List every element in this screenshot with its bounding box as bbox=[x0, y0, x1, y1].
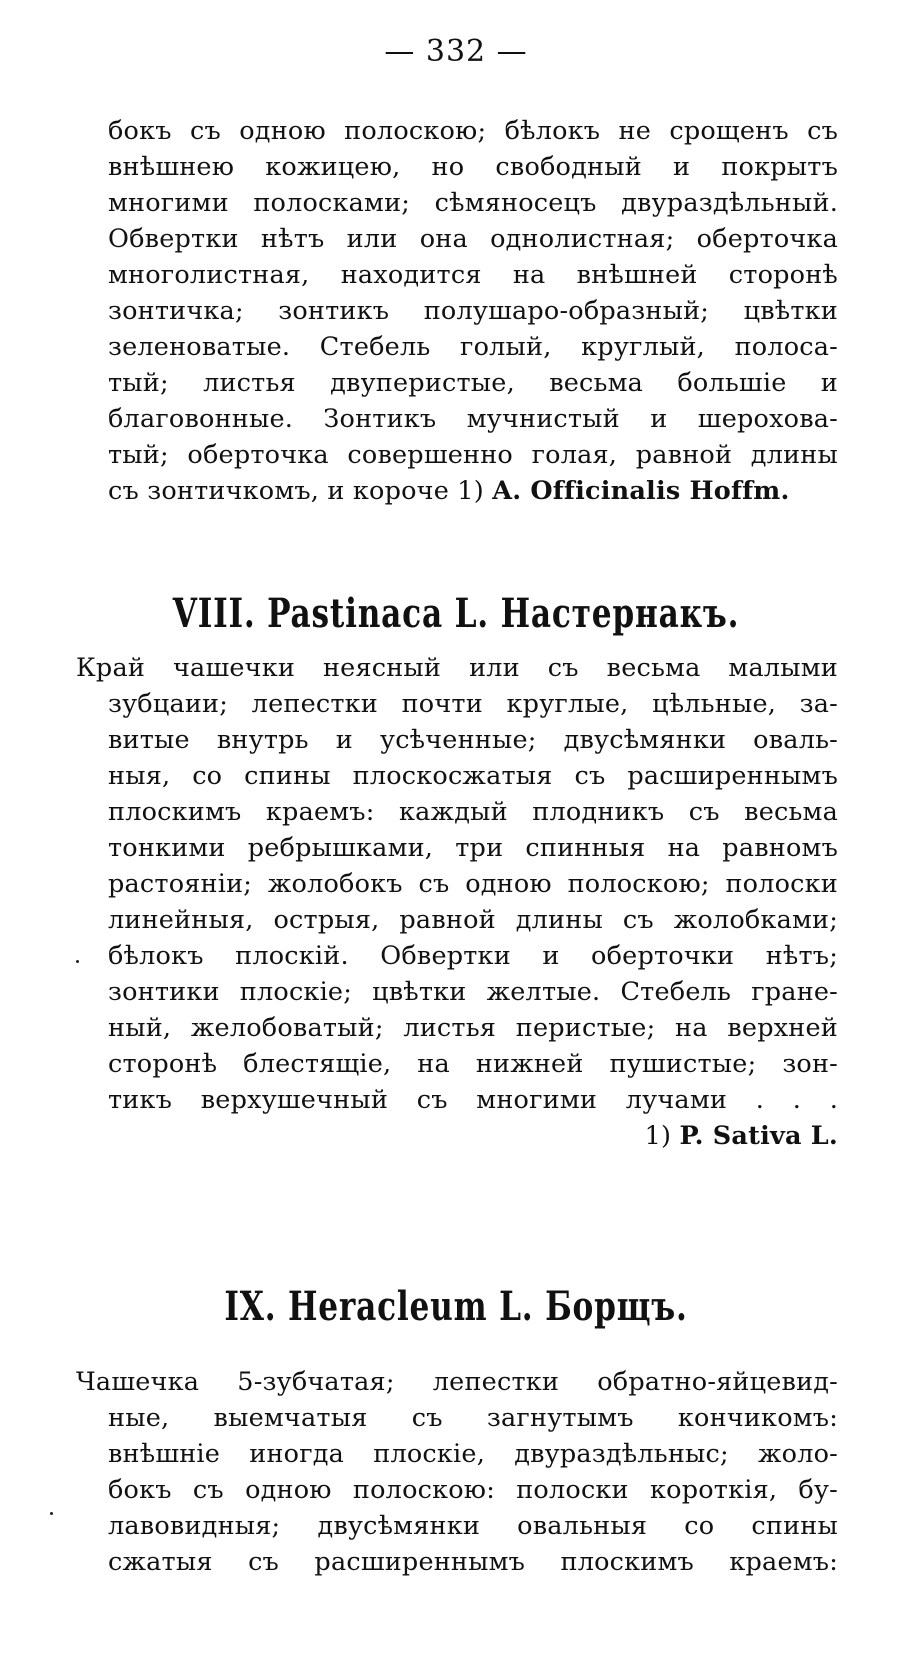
paragraph-pastinaca bbox=[76, 650, 838, 1154]
text-line: Край чашечки неясный или съ весьма малыми bbox=[76, 653, 838, 683]
text-line bbox=[76, 1118, 838, 1154]
text-line: растояніи; жолобокъ съ одною полоскою; полоски bbox=[108, 869, 838, 899]
species-name: P. Sativa L. bbox=[679, 1121, 838, 1151]
text-line: зеленоватые. Стебель голый, круглый, полоса- bbox=[108, 332, 838, 362]
print-speck bbox=[50, 1512, 53, 1515]
text-line: тикъ верхушечный съ многими лучами . . . bbox=[108, 1085, 838, 1115]
text-line: бѣлокъ плоскій. Обвертки и оберточки нѣтъ; bbox=[108, 941, 838, 971]
text-line: витые внутрь и усѣченные; двусѣмянки оваль- bbox=[108, 725, 838, 755]
text-line bbox=[108, 473, 838, 509]
text-line: тый; оберточка совершенно голая, равной длины bbox=[108, 440, 838, 470]
text-line: многими полосками; сѣмяносецъ двураздѣльный. bbox=[108, 188, 838, 218]
print-speck bbox=[76, 960, 79, 963]
text-line: Чашечка 5-зубчатая; лепестки обратно-яйцевид- bbox=[76, 1367, 838, 1397]
species-name: A. Officinalis Hoffm. bbox=[492, 476, 790, 506]
text-line: внѣшнею кожицею, но свободный и покрытъ bbox=[108, 152, 838, 182]
text-line: зонтичка; зонтикъ полушаро-образный; цвѣтки bbox=[108, 296, 838, 326]
page-number: — 332 — bbox=[384, 34, 528, 69]
text-line: ный, желобоватый; листья перистые; на верхней bbox=[108, 1013, 838, 1043]
text-line: бокъ съ одною полоскою: полоски короткія, бу- bbox=[108, 1475, 838, 1505]
text-line: сторонѣ блестящіе, на нижней пушистые; зон- bbox=[108, 1049, 838, 1079]
text-line: благовонные. Зонтикъ мучнистый и шерохова- bbox=[108, 404, 838, 434]
species-prefix: 1) bbox=[644, 1121, 680, 1151]
text-line: тый; листья двуперистые, весьма большіе и bbox=[108, 368, 838, 398]
text-line: лавовидныя; двусѣмянки овальныя со спины bbox=[108, 1511, 838, 1541]
text-line: бокъ съ одною полоскою; бѣлокъ не срощенъ съ bbox=[108, 116, 838, 146]
text-line: линейныя, острыя, равной длины съ жолобками; bbox=[108, 905, 838, 935]
text-line: многолистная, находится на внѣшней сторонѣ bbox=[108, 260, 838, 290]
paragraph-angelica bbox=[108, 113, 838, 509]
text-line: ные, выемчатыя съ загнутымъ кончикомъ: bbox=[108, 1403, 838, 1433]
section-heading-pastinaca: VIII. Pastinaca L. Настернакъ. bbox=[172, 590, 740, 637]
text-line: внѣшніе иногда плоскіе, двураздѣльныс; жоло- bbox=[108, 1439, 838, 1469]
species-prefix: съ зонтичкомъ, и короче 1) bbox=[108, 476, 493, 506]
text-line: тонкими ребрышками, три спинныя на равномъ bbox=[108, 833, 838, 863]
text-line: сжатыя съ расширеннымъ плоскимъ краемъ: bbox=[108, 1547, 838, 1577]
text-line: ныя, со спины плоскосжатыя съ расширеннымъ bbox=[108, 761, 838, 791]
section-heading-heracleum: IX. Heracleum L. Борщъ. bbox=[224, 1283, 688, 1330]
text-line: зубцаии; лепестки почти круглые, цѣльные, за- bbox=[108, 689, 838, 719]
paragraph-heracleum bbox=[76, 1364, 838, 1580]
text-line: Обвертки нѣтъ или она однолистная; оберточка bbox=[108, 224, 838, 254]
text-line: плоскимъ краемъ: каждый плодникъ съ весьма bbox=[108, 797, 838, 827]
text-line: зонтики плоскіе; цвѣтки желтые. Стебель гране- bbox=[108, 977, 838, 1007]
